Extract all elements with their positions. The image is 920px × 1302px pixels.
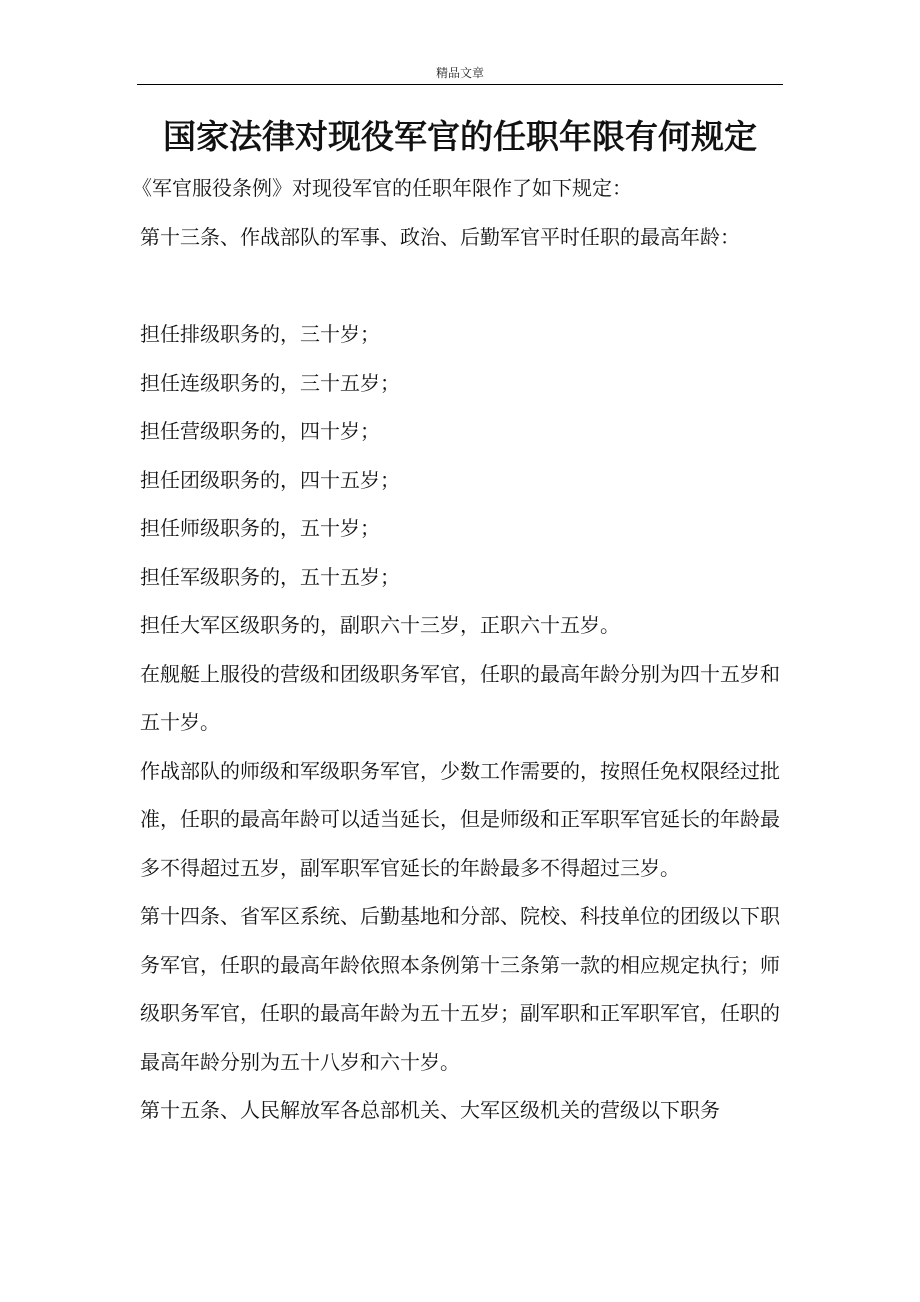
blank-line xyxy=(140,261,780,310)
article-15-paragraph: 第十五条、人民解放军各总部机关、大军区级机关的营级以下职务 xyxy=(140,1098,720,1122)
article-14-paragraph: 第十四条、省军区系统、后勤基地和分部、院校、科技单位的团级以下职务军官，任职的最高年龄依照本条例第十三条第一款的相应规定执行；师级职务军官，任职的最高年龄为五十五岁；副军职和正军职军官，任职的最高年龄分别为五十八岁和六十岁。 xyxy=(140,904,780,1074)
rank-company-item: 担任连级职务的，三十五岁； xyxy=(140,370,400,395)
intro-paragraph: 《军官服役条例》对现役军官的任职年限作了如下规定： xyxy=(132,176,632,200)
rank-military-region-item: 担任大军区级职务的，副职六十三岁，正职六十五岁。 xyxy=(140,613,620,637)
rank-regiment-item: 担任团级职务的，四十五岁； xyxy=(140,467,400,492)
page-header xyxy=(137,62,783,85)
document-body xyxy=(132,164,780,1135)
extension-paragraph: 作战部队的师级和军级职务军官，少数工作需要的，按照任免权限经过批准，任职的最高年龄可以适当延长，但是师级和正军职军官延长的年龄最多不得超过五岁，副军职军官延长的年龄最多不得超过三岁。 xyxy=(140,758,780,880)
article-13-heading: 第十三条、作战部队的军事、政治、后勤军官平时任职的最高年龄： xyxy=(140,224,740,249)
rank-battalion-item: 担任营级职务的，四十岁； xyxy=(140,419,380,443)
rank-division-item: 担任师级职务的，五十岁； xyxy=(140,516,380,540)
naval-officers-paragraph: 在舰艇上服役的营级和团级职务军官，任职的最高年龄分别为四十五岁和五十岁。 xyxy=(140,661,780,734)
document-title: 国家法律对现役军官的任职年限有何规定 xyxy=(163,117,757,156)
rank-army-item: 担任军级职务的，五十五岁； xyxy=(140,564,400,589)
header-label: 精品文章 xyxy=(435,66,484,80)
rank-platoon-item: 担任排级职务的，三十岁； xyxy=(140,322,380,346)
